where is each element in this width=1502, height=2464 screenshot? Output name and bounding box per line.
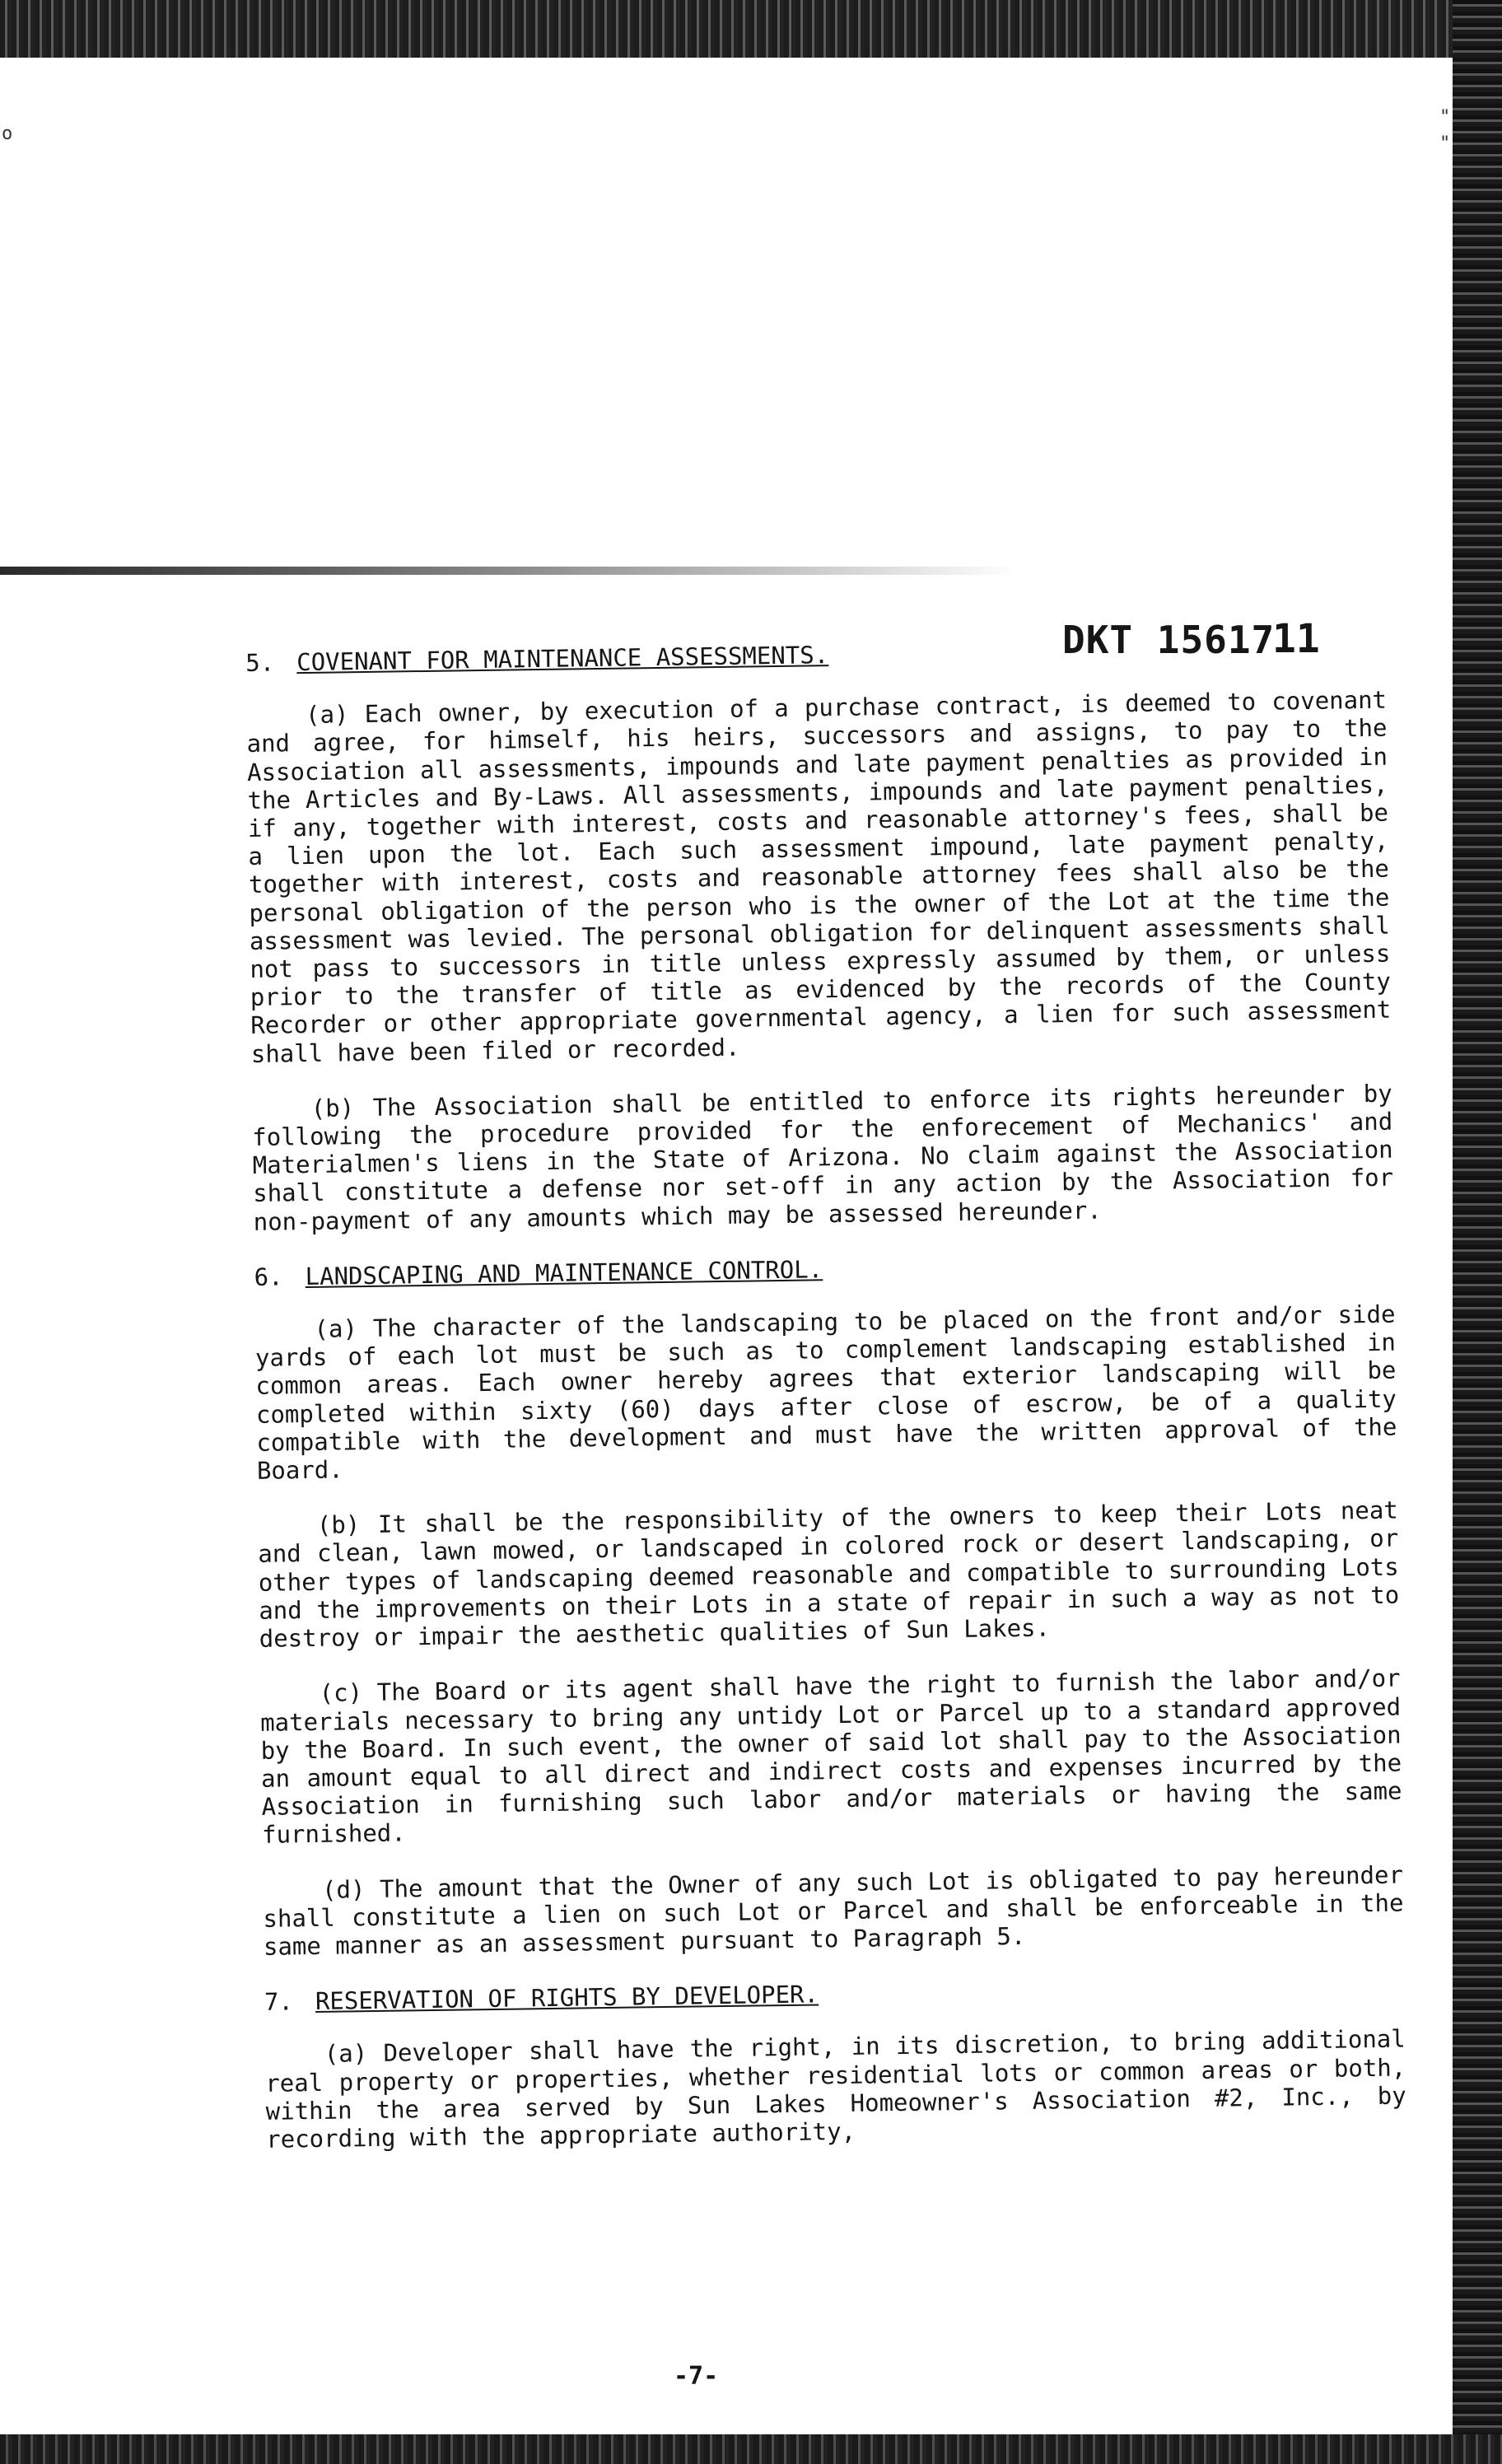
- paragraph-6b: (b) It shall be the responsibility of the owners to keep their Lots neat and clean, lawn mowed, or landscaped in colored rock or desert landscaping, or other types of landscaping deemed reasonable and compatible to surrounding Lots and the improvements on their Lots in a state of repair in such a way as not to destroy or impair the aesthetic qualities of Sun Lakes.: [258, 1496, 1400, 1653]
- section-number: 7.: [264, 1987, 294, 2016]
- paragraph-5b: (b) The Association shall be entitled to enforce its rights hereunder by following the procedure provided for the enforecement of Mechanics' and Materialmen's liens in the State of Arizona. No claim against the Association shall constitute a defense nor set-off in any action by the Association for non-payment of any amounts which may be assessed hereunder.: [252, 1079, 1394, 1236]
- section-number: 5.: [245, 648, 275, 677]
- section-title: LANDSCAPING AND MAINTENANCE CONTROL.: [305, 1255, 823, 1290]
- docket-number: DKT 15617: [1062, 618, 1276, 662]
- edge-mark: ": [1439, 133, 1451, 154]
- edge-mark: ": [1439, 107, 1451, 128]
- section-7-heading: [264, 1972, 1405, 2017]
- edge-mark: o: [2, 124, 13, 144]
- docket-page-number: 11: [1272, 616, 1320, 662]
- page-footer-number: -7-: [674, 2362, 719, 2391]
- scan-border-top: [0, 0, 1502, 58]
- section-title: RESERVATION OF RIGHTS BY DEVELOPER.: [315, 1980, 819, 2016]
- page-fold-line: [0, 567, 1453, 575]
- paragraph-7a: (a) Developer shall have the right, in its discretion, to bring additional real property or properties, whether residential lots or common areas or both, within the area served by Sun Lakes Homeowner's Association #2, Inc., by recording with the appropriate authority,: [265, 2024, 1406, 2154]
- section-title: COVENANT FOR MAINTENANCE ASSESSMENTS.: [296, 641, 829, 677]
- scan-border-bottom: [0, 2434, 1502, 2464]
- paragraph-5a: (a) Each owner, by execution of a purchase contract, is deemed to covenant and agree, for himself, his heirs, successors and assigns, to pay to the Association all assessments, impounds and late payment penalties as provided in the Articles and By-Laws. All assessments, impounds and late payment penalties, if any, together with interest, costs and reasonable attorney's fees, shall be a lien upon the lot. Each such assessment impound, late payment penalty, together with interest, costs and reasonable attorney fees shall also be the personal obligation of the person who is the owner of the Lot at the time the assessment was levied. The personal obligation for delinquent assessments shall not pass to successors in title unless expressly assumed by them, or unless prior to the transfer of title as evidenced by the records of the County Recorder or other appropriate governmental agency, a lien for such assessment shall have been filed or recorded.: [246, 685, 1392, 1068]
- document-body: [245, 633, 1407, 2181]
- paragraph-6c: (c) The Board or its agent shall have the right to furnish the labor and/or materials necessary to bring any untidy Lot or Parcel up to a standard approved by the Board. In such event, the owner of said lot shall pay to the Association an amount equal to all direct and indirect costs and expenses incurred by the Association in furnishing such labor and/or materials or having the same furnished.: [259, 1664, 1402, 1850]
- section-6-heading: [254, 1247, 1394, 1291]
- section-5-heading: [245, 633, 1386, 678]
- scan-border-right: [1453, 0, 1502, 2464]
- paragraph-6d: (d) The amount that the Owner of any such Lot is obligated to pay hereunder shall constitute a lien on such Lot or Parcel and shall be enforceable in the same manner as an assessment pursuant to Paragraph 5.: [263, 1860, 1404, 1961]
- paragraph-6a: (a) The character of the landscaping to be placed on the front and/or side yards of each lot must be such as to complement landscaping established in common areas. Each owner hereby agrees that exterior landscaping will be completed within sixty (60) days after close of escrow, be of a quality compatible with the development and must have the written approval of the Board.: [254, 1300, 1397, 1485]
- section-number: 6.: [254, 1262, 283, 1291]
